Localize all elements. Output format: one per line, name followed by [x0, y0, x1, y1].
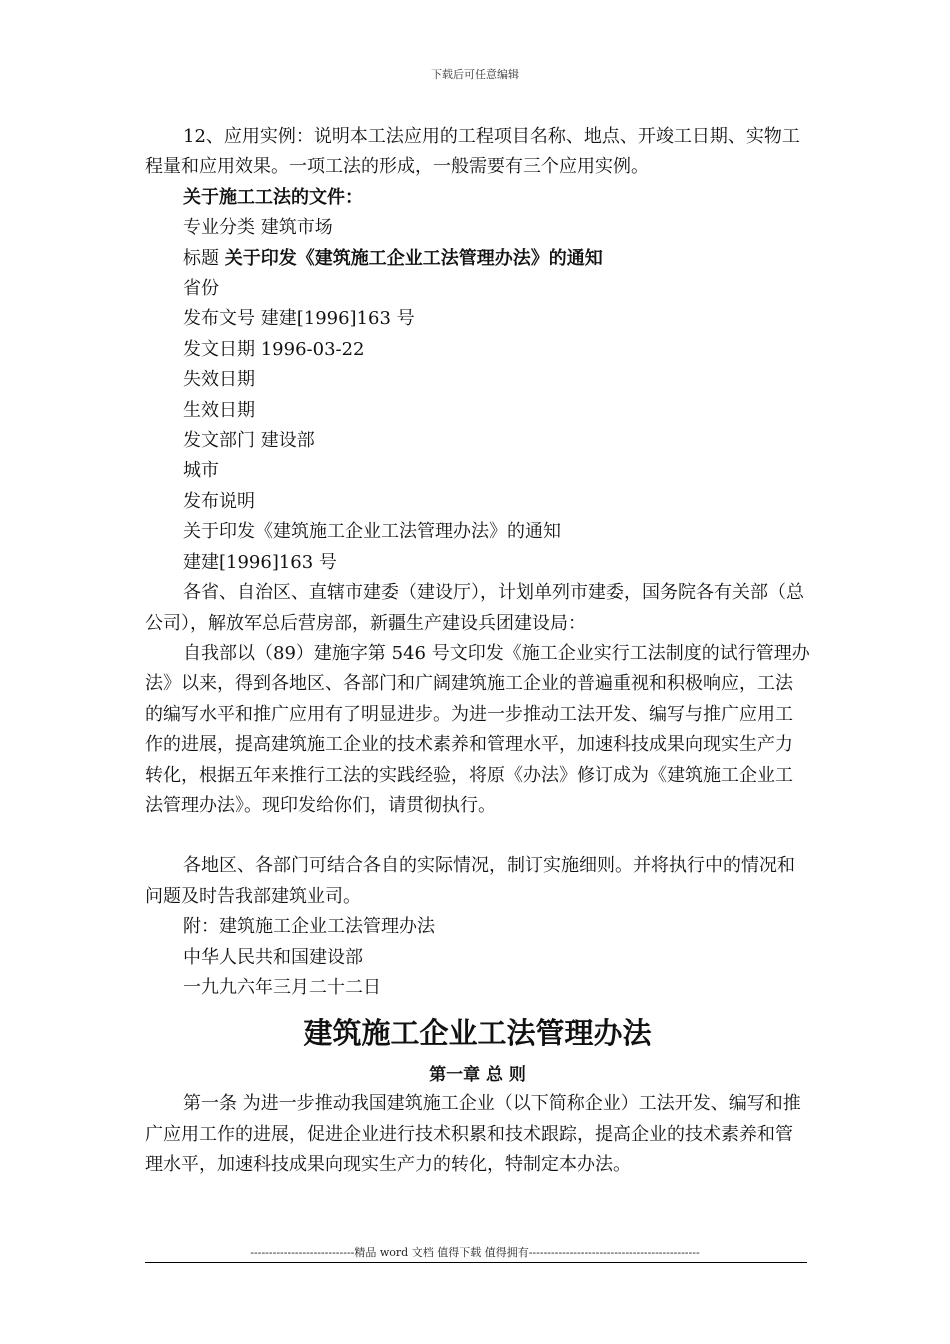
paragraph-recipients: 各省、自治区、直辖市建委（建设厅），计划单列市建委，国务院各有关部（总公司），解放军总后营房部，新疆生产建设兵团建设局： [145, 582, 804, 634]
paragraph-application-examples: 12、应用实例：说明本工法应用的工程项目名称、地点、开竣工日期、实物工程量和应用效果。一项工法的形成，一般需要有三个应用实例。 [145, 126, 800, 178]
meta-expiry-date: 失效日期 [183, 369, 255, 391]
paragraph-main: 自我部以（89）建施字第 546 号文印发《施工企业实行工法制度的试行管理办法》以来，得到各地区、各部门和广阔建筑施工企业的普遍重视和积极响应，工法的编写水平和推广应用有了明显进步。为进一步推动工法开发、编写与推广应用工作的进展，提高建筑施工企业的技术素养和管理水平，加速科技成果向现实生产力转化，根据五年来推行工法的实践经验，将原《办法》修订成为《建筑施工企业工法管理办法》。现印发给你们，请贯彻执行。 [145, 642, 810, 816]
page-header-note: 下载后可任意编辑 [431, 68, 519, 81]
article-1: 第一条 为进一步推动我国建筑施工企业（以下简称企业）工法开发、编写和推广应用工作的进展，促进企业进行技术积累和技术跟踪，提高企业的技术素养和管理水平，加速科技成果向现实生产力的转化，特制定本办法。 [145, 1093, 801, 1176]
meta-title [145, 244, 810, 274]
paragraph-gap [145, 821, 810, 851]
meta-issue-date: 发文日期 1996-03-22 [183, 338, 365, 360]
document-body [145, 122, 810, 1181]
meta-department: 发文部门 建设部 [183, 430, 315, 452]
notice-title: 关于印发《建筑施工企业工法管理办法》的通知 [183, 521, 561, 543]
meta-effective-date: 生效日期 [183, 399, 255, 421]
meta-document-number: 发布文号 建建[1996]163 号 [183, 308, 415, 330]
paragraph-regions: 各地区、各部门可结合各自的实际情况，制订实施细则。并将执行中的情况和问题及时告我部建筑业司。 [145, 855, 795, 907]
issue-date-line: 一九九六年三月二十二日 [183, 976, 381, 998]
footer-divider [145, 1262, 807, 1263]
document-title: 建筑施工企业工法管理办法 [303, 1016, 652, 1051]
meta-description: 发布说明 [183, 490, 255, 512]
chapter-heading: 第一章 总 则 [429, 1065, 526, 1086]
issuer-line: 中华人民共和国建设部 [183, 946, 363, 968]
meta-city: 城市 [183, 460, 219, 482]
section-heading-files: 关于施工工法的文件： [183, 186, 363, 208]
meta-title-label: 标题 [183, 247, 225, 269]
meta-title-value: 关于印发《建筑施工企业工法管理办法》的通知 [224, 247, 603, 269]
notice-number: 建建[1996]163 号 [183, 551, 337, 573]
meta-province: 省份 [183, 278, 219, 300]
page-footer-text: ----------------------------精品 word 文档 值得下载 值得拥有---------------------------------------------- [250, 1246, 700, 1259]
meta-category: 专业分类 建筑市场 [183, 217, 333, 239]
attachment-line: 附：建筑施工企业工法管理办法 [183, 916, 435, 938]
